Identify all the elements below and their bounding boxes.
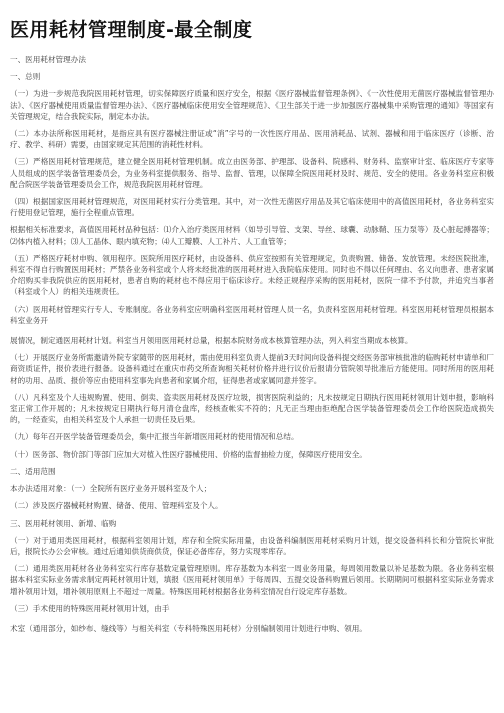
- paragraph: （二）通用类医用耗材各业务科室实行库存基数定量管理原则。库存基数为本科室一周业务用量，每周领用数量以补足基数为限。各业务科室根据本科室实际业务需求制定两耗材领用计划，填报《医用耗材领用单》于每周四、五提交设备科购置后领用。长期期间可根据科室实际业务需求增补领用计划，增补领用原则上不超过一周量。特殊医用耗材根据各业务科室情况自行设定库存基数。: [10, 564, 494, 596]
- section-heading: 一、医用耗材管理办法: [10, 55, 86, 64]
- paragraph: （二）涉及医疗器械耗材购置、储备、使用、管理科室及个人。: [10, 501, 223, 511]
- paragraph: （三）手术使用的特殊医用耗材领用计划，由手: [10, 603, 170, 613]
- document-body: [10, 54, 494, 634]
- paragraph: （四）根据国家医用耗材管理规范，对医用耗材实行分类管理。其中，对一次性无菌医疗用品及其它临床使用中的高值医用耗材，各业务科室实行使用登记管理，施行全程重点管理。: [10, 197, 494, 218]
- paragraph: （一）对于通用类医用耗材，根据科室领用计划，库存和全院实际用量，由设备科编制医用耗材采购月计划，提交设备科科长和分管院长审批后，报院长办公会审核。通过后通知供货商供货，保证必备库存，努力实现零库存。: [10, 535, 494, 556]
- paragraph: （二）本办法所称医用耗材，是指应具有医疗器械注册证或“消”字号的一次性医疗用品、医用消耗品、试剂、器械和用于临床医疗（诊断、治疗、教学、科研）需要，由国家规定其范围的消耗性材料。: [10, 129, 494, 150]
- paragraph: （十）医务部、物价部门等部门应加大对植入性医疗器械使用、价格的监督抽检力度，保障医疗使用安全。: [10, 449, 367, 459]
- paragraph: 展情况，制定通医用耗材计划。科室当月领用医用耗材总量，根据本院财务成本核算管理办法，列入科室当期成本核算。: [10, 336, 413, 346]
- page-title: 医用耗材管理制度-最全制度: [10, 19, 253, 41]
- section-heading: 三、医用耗材领用、新增、临购: [10, 518, 117, 528]
- paragraph: （三）严格医用耗材管理规范，建立健全医用耗材管理机制。成立由医务部、护理部、设备科、院感科、财务科、监察审计室、临床医疗专家等人员组成的医学装备管理委员会，为业务科室提供服务、指导、监督、管理，以保障全院医用耗材及时、规范、安全的使用。各业务科室应积极配合院医学装备管理委员会工作，规范我院医用耗材管理。: [10, 157, 494, 189]
- section-heading: 二、适用范围: [10, 466, 56, 476]
- paragraph: （八）凡科室及个人违规购置、使用、倒卖、盗卖医用耗材及医疗垃圾，损害医院利益的；凡未按规定日期执行医用耗材领用计划申报，影响科室正常工作开展的；凡未按规定日期执行每月清仓盘库，经核查帐实不符的；凡无正当理由拒绝配合医学装备管理委员会工作给医院造成损失的，一经查实，由相关科室及个人承担一切责任及后果。: [10, 392, 494, 425]
- paragraph: （七）开展医疗业务所需邀请外院专家随带的医用耗材，需由使用科室负责人提前3天时间向设备科提交经医务部审核批准的临购耗材申请单和厂商资质证件，报价表进行报备。设备科通过在重庆市药交所查询相关耗材价格并进行议价后报请分管院领导批准后方能使用。同时所用的医用耗材的功用、品质、报价等应由使用科室事先向患者和家属介绍，征得患者或家属同意并签字。: [10, 353, 494, 385]
- paragraph: （六）医用耗材管理实行专人、专账制度。各业务科室应明确科室医用耗材管理人员一名，负责科室医用耗材管理。科室医用耗材管理员根据本科室业务开: [10, 304, 494, 325]
- paragraph: （五）严格医疗耗材申购、领用程序。医院所用医疗耗材，由设备科、供应室按照有关管理规定，负责购置、储备、发放管理。未经医院批准，科室不得自行购置医用耗材；严禁各业务科室或个人将未经批准的医用耗材进入我院临床使用。同时也不得以任何理由、名义向患者、患者家属介绍购买非我院供应的医用耗材，患者自购的耗材也不得应用于临床诊疗。未经正规程序采购的医用耗材，医院一律不予付款，并追究当事者（科室或个人）的相关违规责任。: [10, 253, 494, 297]
- paragraph: （一）为进一步规范我院医用耗材管理，切实保障医疗质量和医疗安全，根据《医疗器械监督管理条例》、《一次性使用无菌医疗器械监督管理办法》、《医疗器械使用质量监督管理办法》、《医疗器械临床使用安全管理规范》、《卫生部关于进一步加强医疗器械集中采购管理的通知》等国家有关管理规定，结合我院实际，制定本办法。: [10, 89, 494, 121]
- paragraph: 根据相关标准要求，高值医用耗材品种包括：⑴介入治疗类医用材料（如导引导管、支架、导丝、球囊、动脉鞘、压力泵等）及心脏起搏器等；⑵体内植入材料；⑶人工晶体、眼内填充物；⑷人工瓣膜、人工补片、人工血管等；: [10, 225, 494, 246]
- paragraph: （九）每年召开医学装备管理委员会，集中汇报当年新增医用耗材的使用情况和总结。: [10, 432, 299, 442]
- section-heading: 一、总则: [10, 72, 41, 82]
- paragraph: 本办法适用对象：（一）全院所有医疗业务开展科室及个人；: [10, 484, 212, 494]
- paragraph: 术室（通用部分，如纱布、缝线等）与相关科室（专科特殊医用耗材）分别编制领用计划进行申购、领用。: [10, 623, 367, 633]
